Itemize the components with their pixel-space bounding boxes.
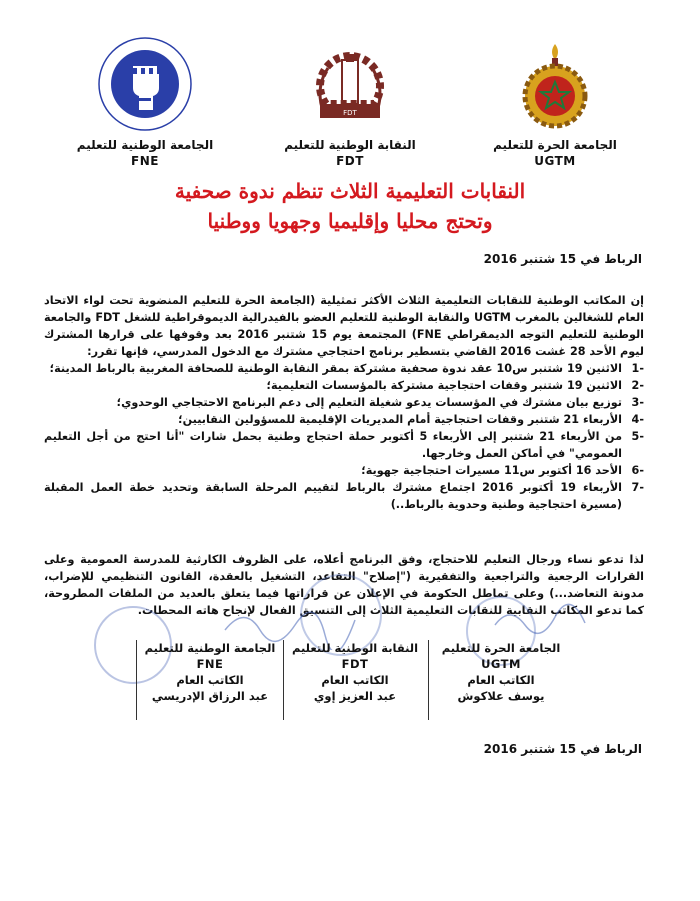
list-item [44,394,644,411]
ugtm-logo-icon [507,36,603,132]
item-number: -1 [631,362,644,375]
item-number: -7 [631,481,644,494]
fne-name: الجامعة الوطنية للتعليم [76,138,214,152]
item-text: الاثنين 19 شتنبر وقفات احتجاجية مشتركة بالمؤسسات التعليمية؛ [266,379,622,392]
sig-abbr: FDT [341,657,369,671]
dateline-top: الرباط في 15 شتنبر 2016 [483,252,642,266]
item-text: الأربعاء 19 أكتوبر 2016 اجتماع مشترك بالرباط لتقييم المرحلة السابقة وتحديد خطة العمل المقبلة (مسيرة احتجاجية وطنية وحدوية بالرباط..) [44,481,623,511]
sig-person: يوسف علاكوش [457,689,545,703]
ugtm-abbr: UGTM [534,154,576,168]
sig-role: الكاتب العام [176,673,244,687]
sig-role: الكاتب العام [321,673,389,687]
list-item [44,462,644,479]
list-item [44,411,644,428]
sig-person: عبد الرزاق الإدريسي [151,689,269,703]
title-line-1: النقابات التعليمية الثلاث تنظم ندوة صحفية [174,179,526,203]
item-text: من الأربعاء 21 شتنبر إلى الأربعاء 5 أكتوبر حملة احتجاج وطنية بحمل شارات "أنا احتج من أجل التعليم العمومي" في أماكن العمل وخارجها. [44,430,622,460]
list-item [44,479,644,513]
sig-abbr: UGTM [481,657,521,671]
item-number: -3 [631,396,644,409]
logos-header [60,36,640,166]
signature-fne [136,640,284,720]
closing-text: لذا تدعو نساء ورجال التعليم للاحتجاج، وفق البرنامج أعلاه، على الظروف الكارثية للمدرسة العمومية وعلى القرارات الرجعية والتراجعية والتفقيرية ("إصلاح" التقاعد، التشغيل بالعقدة، القانون التنظيمي للإضراب، مدونة التعاضد...) وعلى تماطل الحكومة في الإعلان عن قراراتها فيما يتعلق بالعديد من الملفات المطروحة، كما تدعو المكاتب النقابية للنقابات التعليمية الثلاث إلى التنسيق الفعال لإنجاح هاته المحطات. [44,553,644,617]
document-body [44,292,644,513]
fdt-header [265,36,435,168]
signature-fdt [282,640,429,720]
sig-org: النقابة الوطنية للتعليم [291,641,419,655]
fne-abbr: FNE [131,154,159,168]
document-title [40,176,660,236]
fne-logo-icon [97,36,193,132]
list-item [44,377,644,394]
title-line-2: وتحتج محليا وإقليميا وجهويا ووطنيا [207,209,493,233]
signature-ugtm [428,640,574,720]
intro-paragraph: إن المكاتب الوطنية للنقابات التعليمية الثلاث الأكثر تمثيلية (الجامعة الحرة للتعليم المنضوية تحت لواء الاتحاد العام للشغالين بالمغرب UGTM والنقابة الوطنية للتعليم العضو بالفيدرالية الديموقراطية للشغل FDT والجامعة الوطنية للتعليم التوجه الديمقراطي FNE) المجتمعة يوم 15 شتنبر 2016 بعد وقوفها على قرارها المشترك ليوم الأحد 28 غشت 2016 القاضي بتسطير برنامج احتجاجي مشترك مع الدخول المدرسي، فإنها تقرر: [44,294,645,358]
dateline-bottom: الرباط في 15 شتنبر 2016 [483,742,642,756]
item-number: -5 [631,430,644,443]
list-item [44,360,644,377]
signature-scribble-icon [490,600,590,640]
sig-org: الجامعة الحرة للتعليم [441,641,561,655]
item-number: -2 [631,379,644,392]
sig-abbr: FNE [196,657,224,671]
svg-text:FDT: FDT [343,109,357,117]
item-number: -4 [631,413,644,426]
sig-person: عبد العزيز إوي [313,689,397,703]
fdt-logo-icon [302,36,398,132]
list-item [44,428,644,462]
fne-header [60,36,230,168]
sig-role: الكاتب العام [467,673,535,687]
item-text: الأربعاء 21 شتنبر وقفات احتجاجية أمام المديريات الإقليمية للمسؤولين النقابيين؛ [178,413,622,426]
signature-block [134,640,574,720]
fdt-abbr: FDT [336,154,364,168]
item-text: توزيع بيان مشترك في المؤسسات يدعو شغيلة التعليم إلى دعم البرنامج الاحتجاجي الوحدوي؛ [116,396,622,409]
item-number: -6 [631,464,644,477]
sig-org: الجامعة الوطنية للتعليم [144,641,276,655]
fdt-name: النقابة الوطنية للتعليم [284,138,416,152]
item-text: الاثنين 19 شتنبر س10 عقد ندوة صحفية مشتركة بمقر النقابة الوطنية للصحافة المغربية بالرباط المدينة؛ [49,362,622,375]
ugtm-header [470,36,640,168]
action-list [44,360,644,513]
ugtm-name: الجامعة الحرة للتعليم [493,138,617,152]
item-text: الأحد 16 أكتوبر س11 مسيرات احتجاجية جهوية؛ [361,464,622,477]
